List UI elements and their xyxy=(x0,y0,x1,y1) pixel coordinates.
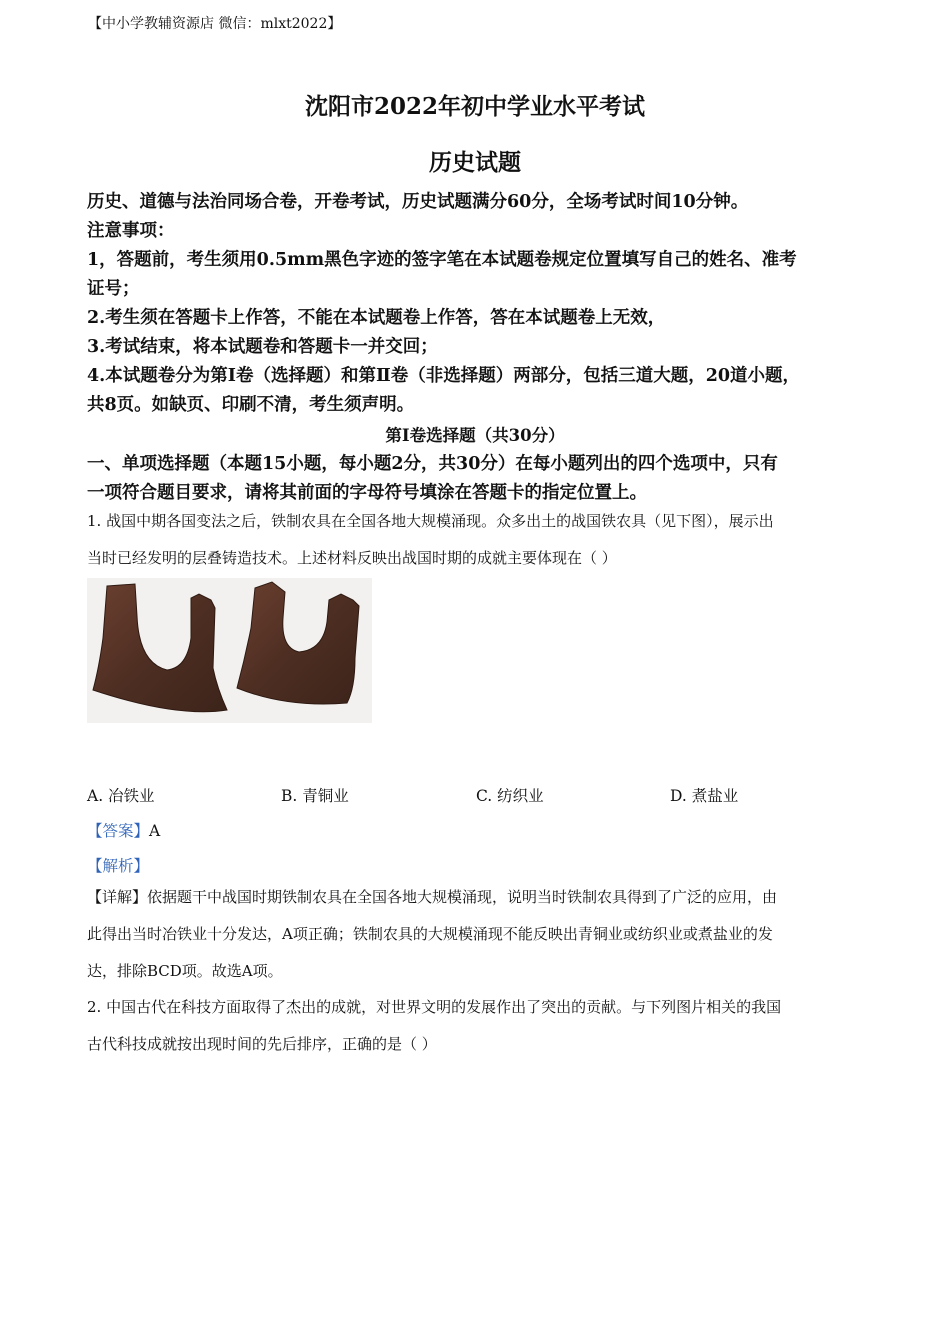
question-2-text: 2. 中国古代在科技方面取得了杰出的成就，对世界文明的发展作出了突出的贡献。与下列图片相关的我国 xyxy=(87,998,782,1016)
notice-line: 3.考试结束，将本试题卷和答题卡一并交回； xyxy=(87,337,438,357)
notice-line: 1，答题前，考生须用0.5mm黑色字迹的签字笔在本试题卷规定位置填写自己的姓名、准考 xyxy=(87,250,797,270)
notice-line: 2.考生须在答题卡上作答，不能在本试题卷上作答，答在本试题卷上无效， xyxy=(87,308,666,328)
option-b: B. 青铜业 xyxy=(281,787,349,805)
detail-text: 达，排除BCD项。故选A项。 xyxy=(87,962,283,980)
question-1-text: 当时已经发明的层叠铸造技术。上述材料反映出战国时期的成就主要体现在（ ） xyxy=(87,549,617,567)
notice-line: 4.本试题卷分为第I卷（选择题）和第Ⅱ卷（非选择题）两部分，包括三道大题，20道小题， xyxy=(87,366,801,386)
notice-heading: 注意事项： xyxy=(87,221,175,241)
detail-text: 此得出当时冶铁业十分发达，A项正确；铁制农具的大规模涌现不能反映出青铜业或纺织业或煮盐业的发 xyxy=(87,925,773,943)
detail-text: 【详解】依据题干中战国时期铁制农具在全国各地大规模涌现，说明当时铁制农具得到了广泛的应用，由 xyxy=(87,888,778,906)
part-one-instruction: 一项符合题目要求，请将其前面的字母符号填涂在答题卡的指定位置上。 xyxy=(87,483,647,503)
option-d: D. 煮盐业 xyxy=(670,787,739,805)
analysis-tag: 【解析】 xyxy=(87,857,150,875)
part-one-instruction: 一、单项选择题（本题15小题，每小题2分，共30分）在每小题列出的四个选项中，只有 xyxy=(87,454,778,474)
answer-line xyxy=(87,819,160,841)
exam-intro: 历史、道德与法治同场合卷，开卷考试，历史试题满分60分，全场考试时间10分钟。 xyxy=(87,192,749,212)
option-a: A. 冶铁业 xyxy=(87,787,155,805)
exam-title: 沈阳市2022年初中学业水平考试 xyxy=(304,93,645,120)
exam-subtitle: 历史试题 xyxy=(429,149,521,176)
iron-tools-image xyxy=(87,578,372,723)
answer-value: A xyxy=(149,822,161,840)
notice-line: 证号； xyxy=(87,279,140,299)
notice-line: 共8页。如缺页、印刷不清，考生须声明。 xyxy=(87,395,415,415)
resource-header: 【中小学教辅资源店 微信：mlxt2022】 xyxy=(88,16,342,32)
answer-tag: 【答案】 xyxy=(87,822,150,840)
option-c: C. 纺织业 xyxy=(476,787,544,805)
question-2-text: 古代科技成就按出现时间的先后排序，正确的是（ ） xyxy=(87,1035,437,1053)
question-1-text: 1. 战国中期各国变法之后，铁制农具在全国各地大规模涌现。众多出土的战国铁农具（见下图），展示出 xyxy=(87,512,774,530)
section-title: 第I卷选择题（共30分） xyxy=(385,426,565,445)
